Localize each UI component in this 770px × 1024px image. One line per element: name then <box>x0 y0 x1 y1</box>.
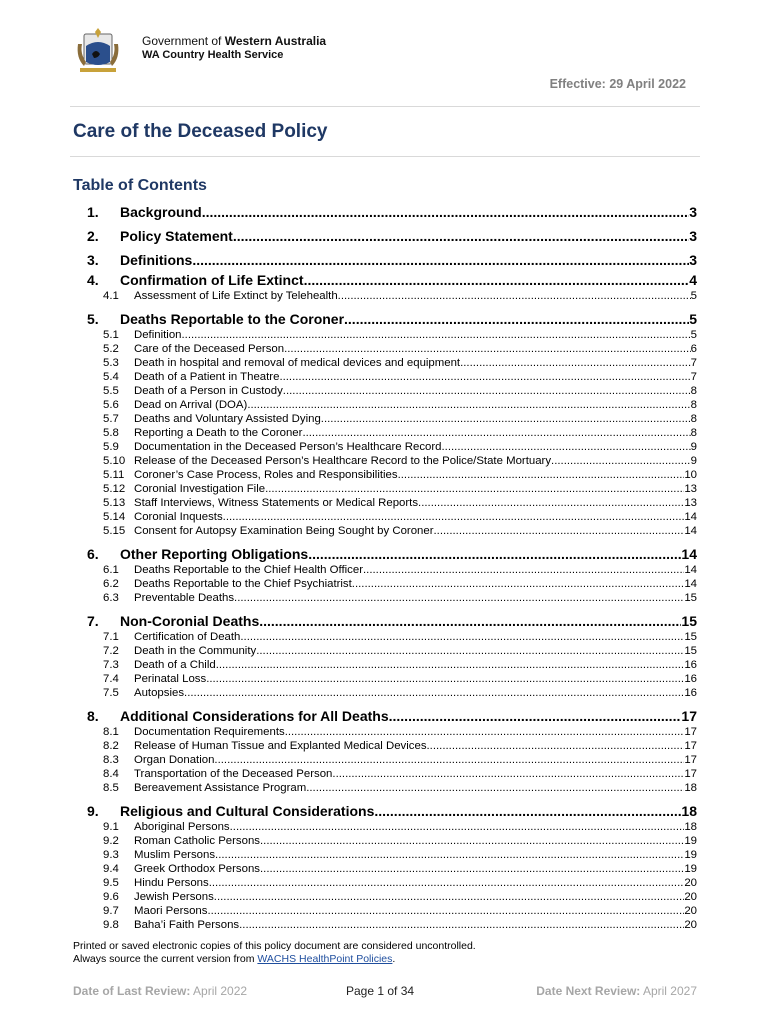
toc-subsection-number: 6.1 <box>103 564 119 576</box>
toc-subsection-number: 5.7 <box>103 413 119 425</box>
toc-leader <box>182 328 691 342</box>
toc-page-number: 18 <box>684 782 697 794</box>
toc-subsection-number: 5.15 <box>103 525 126 537</box>
toc-page-number: 17 <box>684 740 697 752</box>
toc-subsection-entry[interactable] <box>87 384 697 398</box>
toc-subsection-number: 7.5 <box>103 687 119 699</box>
toc-subsection-number: 7.2 <box>103 645 119 657</box>
toc-leader <box>332 767 684 781</box>
toc-page-number: 9 <box>690 455 697 467</box>
toc-subsection-entry[interactable] <box>87 342 697 356</box>
toc-leader <box>223 510 685 524</box>
gov-prefix: Government of <box>142 34 222 48</box>
toc-page-number: 7 <box>690 357 697 369</box>
toc-leader <box>398 468 685 482</box>
toc-section-label: Confirmation of Life Extinct <box>120 272 304 288</box>
toc-subsection-label: Transportation of the Deceased Person <box>134 768 333 780</box>
toc-section-label: Deaths Reportable to the Coroner <box>120 311 345 327</box>
toc-subsection-entry[interactable] <box>87 370 697 384</box>
toc-subsection-entry[interactable] <box>87 672 697 686</box>
toc-subsection-entry[interactable] <box>87 468 697 482</box>
toc-subsection-number: 9.5 <box>103 877 119 889</box>
toc-subsection-number: 9.8 <box>103 919 119 931</box>
toc-subsection-number: 9.6 <box>103 891 119 903</box>
effective-date: Effective: 29 April 2022 <box>549 77 686 91</box>
wa-coat-of-arms-icon <box>74 24 122 74</box>
toc-subsection-label: Documentation in the Deceased Person’s Healthcare Record <box>134 441 442 453</box>
toc-page-number: 16 <box>684 687 697 699</box>
toc-leader <box>363 563 684 577</box>
last-review-value: April 2022 <box>193 984 248 998</box>
toc-subsection-label: Autopsies <box>134 687 185 699</box>
toc-subsection-label: Coronial Inquests <box>134 511 223 523</box>
toc-subsection-entry[interactable] <box>87 848 697 862</box>
note-line-2: Always source the current version from <box>73 953 255 965</box>
toc-subsection-number: 5.2 <box>103 343 119 355</box>
toc-leader <box>233 224 689 248</box>
toc-subsection-entry[interactable] <box>87 454 697 468</box>
toc-page-number: 14 <box>684 525 697 537</box>
toc-page-number: 17 <box>684 754 697 766</box>
toc-page-number: 14 <box>681 546 697 562</box>
toc-leader <box>260 862 684 876</box>
toc-section-label: Non-Coronial Deaths <box>120 613 260 629</box>
toc-leader <box>184 686 684 700</box>
toc-subsection-number: 5.8 <box>103 427 119 439</box>
toc-subsection-number: 6.3 <box>103 592 119 604</box>
toc-subsection-number: 5.12 <box>103 483 126 495</box>
toc-leader <box>209 876 685 890</box>
toc-subsection-label: Greek Orthodox Persons <box>134 863 260 875</box>
toc-subsection-entry[interactable] <box>87 289 697 303</box>
toc-subsection-label: Deaths Reportable to the Chief Health Officer <box>134 564 363 576</box>
toc-subsection-entry[interactable] <box>87 767 697 781</box>
toc-section-entry[interactable] <box>87 272 697 289</box>
toc-subsection-label: Death of a Child <box>134 659 216 671</box>
toc-subsection-number: 8.2 <box>103 740 119 752</box>
toc-subsection-entry[interactable] <box>87 904 697 918</box>
toc-subsection-label: Coroner’s Case Process, Roles and Responsibilities <box>134 469 398 481</box>
toc-subsection-entry[interactable] <box>87 876 697 890</box>
toc-page-number: 17 <box>684 726 697 738</box>
last-review <box>73 984 247 998</box>
toc-subsection-number: 5.4 <box>103 371 119 383</box>
next-review <box>536 984 697 998</box>
toc-section-entry[interactable] <box>87 200 697 224</box>
toc-leader <box>460 356 691 370</box>
toc-subsection-number: 5.10 <box>103 455 126 467</box>
toc-leader <box>240 630 684 644</box>
toc-section-number: 3. <box>87 252 99 268</box>
toc-subsection-entry[interactable] <box>87 739 697 753</box>
toc-page-number: 20 <box>684 919 697 931</box>
toc-subsection-number: 5.6 <box>103 399 119 411</box>
toc-section-number: 1. <box>87 204 99 220</box>
toc-leader <box>265 482 684 496</box>
toc-subsection-number: 8.5 <box>103 782 119 794</box>
gov-state: Western Australia <box>224 34 327 48</box>
toc-leader <box>260 834 684 848</box>
toc-leader <box>259 613 681 630</box>
toc-section-entry[interactable] <box>87 613 697 630</box>
toc-subsection-entry[interactable] <box>87 834 697 848</box>
toc-page-number: 8 <box>690 413 697 425</box>
toc-section-number: 4. <box>87 272 99 288</box>
toc-subsection-label: Hindu Persons <box>134 877 209 889</box>
toc-subsection-entry[interactable] <box>87 328 697 342</box>
toc-page-number: 13 <box>684 483 697 495</box>
toc-page-number: 14 <box>684 564 697 576</box>
toc-heading: Table of Contents <box>73 177 207 194</box>
toc-subsection-entry[interactable] <box>87 440 697 454</box>
toc-page-number: 5 <box>689 311 697 327</box>
toc-leader <box>214 890 685 904</box>
toc-leader <box>306 781 684 795</box>
toc-leader <box>338 289 691 303</box>
toc-leader <box>285 725 685 739</box>
toc-page-number: 16 <box>684 673 697 685</box>
toc-page-number: 5 <box>690 329 697 341</box>
toc-subsection-entry[interactable] <box>87 398 697 412</box>
toc-page-number: 4 <box>689 272 697 288</box>
toc-section-entry[interactable] <box>87 224 697 248</box>
note-line-1: Printed or saved electronic copies of this policy document are considered uncontrolled. <box>73 940 476 952</box>
toc-subsection-label: Maori Persons <box>134 905 208 917</box>
toc-page-number: 18 <box>681 803 697 819</box>
toc-page-number: 3 <box>689 204 697 220</box>
toc-subsection-number: 8.3 <box>103 754 119 766</box>
toc-subsection-label: Baha’i Faith Persons <box>134 919 240 931</box>
toc-page-number: 17 <box>681 708 697 724</box>
last-review-label: Date of Last Review: <box>73 984 191 998</box>
toc-subsection-label: Roman Catholic Persons <box>134 835 260 847</box>
toc-leader <box>192 248 689 272</box>
toc-section-number: 2. <box>87 228 99 244</box>
toc-page-number: 15 <box>684 631 697 643</box>
toc-leader <box>442 440 691 454</box>
toc-subsection-number: 9.1 <box>103 821 119 833</box>
toc-subsection-number: 5.3 <box>103 357 119 369</box>
toc-page-number: 10 <box>684 469 697 481</box>
page-number: Page 1 of 34 <box>346 984 415 998</box>
toc-page-number: 13 <box>684 497 697 509</box>
toc-subsection-label: Deaths Reportable to the Chief Psychiatrist <box>134 578 352 590</box>
toc-subsection-label: Documentation Requirements <box>134 726 285 738</box>
toc-subsection-entry[interactable] <box>87 510 697 524</box>
toc-subsection-number: 7.3 <box>103 659 119 671</box>
toc-subsection-entry[interactable] <box>87 862 697 876</box>
toc-section-label: Background <box>120 204 202 220</box>
toc-subsection-label: Consent for Autopsy Examination Being Sought by Coroner <box>134 525 434 537</box>
toc-section-entry[interactable] <box>87 248 697 272</box>
next-review-label: Date Next Review: <box>536 984 641 998</box>
toc-page-number: 7 <box>690 371 697 383</box>
toc-subsection-number: 4.1 <box>103 290 119 302</box>
toc-page-number: 8 <box>690 399 697 411</box>
toc-leader <box>427 739 685 753</box>
toc-section-number: 6. <box>87 546 99 562</box>
toc-subsection-label: Death of a Person in Custody <box>134 385 283 397</box>
toc-subsection-number: 9.7 <box>103 905 119 917</box>
toc-subsection-entry[interactable] <box>87 644 697 658</box>
toc-subsection-label: Perinatal Loss <box>134 673 207 685</box>
toc-subsection-entry[interactable] <box>87 820 697 834</box>
toc-subsection-entry[interactable] <box>87 725 697 739</box>
toc-subsection-entry[interactable] <box>87 412 697 426</box>
toc-section-label: Definitions <box>120 252 193 268</box>
toc-section-number: 7. <box>87 613 99 629</box>
toc-leader <box>321 412 691 426</box>
toc-leader <box>374 803 681 820</box>
toc-section-label: Additional Considerations for All Deaths <box>120 708 389 724</box>
toc-section-number: 5. <box>87 311 99 327</box>
toc-leader <box>551 454 691 468</box>
divider <box>70 156 700 157</box>
toc-subsection-label: Preventable Deaths <box>134 592 235 604</box>
toc-leader <box>230 820 685 834</box>
toc-subsection-number: 5.1 <box>103 329 119 341</box>
toc-page-number: 15 <box>684 592 697 604</box>
toc-subsection-entry[interactable] <box>87 426 697 440</box>
service-name: WA Country Health Service <box>142 49 284 61</box>
toc-leader <box>207 904 684 918</box>
toc-page-number: 15 <box>681 613 697 629</box>
toc-section-entry[interactable] <box>87 311 697 328</box>
toc-page-number: 17 <box>684 768 697 780</box>
toc-subsection-entry[interactable] <box>87 658 697 672</box>
toc-subsection-number: 9.4 <box>103 863 119 875</box>
toc-subsection-entry[interactable] <box>87 890 697 904</box>
toc-subsection-number: 7.4 <box>103 673 119 685</box>
toc-subsection-number: 9.2 <box>103 835 119 847</box>
toc-leader <box>434 524 685 538</box>
toc-leader <box>279 370 690 384</box>
toc-subsection-number: 5.5 <box>103 385 119 397</box>
healthpoint-policies-link[interactable]: WACHS HealthPoint Policies <box>257 953 393 965</box>
toc-leader <box>234 591 684 605</box>
toc-leader <box>418 496 684 510</box>
toc-leader <box>308 546 681 563</box>
table-of-contents <box>87 200 697 932</box>
toc-section-label: Religious and Cultural Considerations <box>120 803 375 819</box>
toc-subsection-label: Organ Donation <box>134 754 215 766</box>
toc-subsection-label: Care of the Deceased Person <box>134 343 285 355</box>
toc-subsection-label: Assessment of Life Extinct by Telehealth <box>134 290 338 302</box>
toc-subsection-number: 8.4 <box>103 768 119 780</box>
toc-subsection-entry[interactable] <box>87 686 697 700</box>
toc-section-number: 8. <box>87 708 99 724</box>
toc-page-number: 3 <box>689 228 697 244</box>
toc-subsection-number: 6.2 <box>103 578 119 590</box>
toc-subsection-number: 5.9 <box>103 441 119 453</box>
toc-page-number: 20 <box>684 877 697 889</box>
organisation-name <box>142 34 326 62</box>
toc-subsection-number: 7.1 <box>103 631 119 643</box>
toc-page-number: 19 <box>684 835 697 847</box>
toc-leader <box>216 658 685 672</box>
toc-page-number: 19 <box>684 863 697 875</box>
toc-leader <box>206 672 684 686</box>
toc-page-number: 15 <box>684 645 697 657</box>
toc-leader <box>344 311 689 328</box>
toc-subsection-label: Definition <box>134 329 182 341</box>
toc-page-number: 8 <box>690 427 697 439</box>
toc-subsection-entry[interactable] <box>87 918 697 932</box>
toc-leader <box>239 918 684 932</box>
toc-section-entry[interactable] <box>87 546 697 563</box>
toc-section-number: 9. <box>87 803 99 819</box>
toc-subsection-entry[interactable] <box>87 781 697 795</box>
toc-section-label: Other Reporting Obligations <box>120 546 309 562</box>
toc-subsection-number: 5.14 <box>103 511 126 523</box>
toc-subsection-number: 5.11 <box>103 469 125 481</box>
toc-subsection-label: Dead on Arrival (DOA) <box>134 399 248 411</box>
page-title: Care of the Deceased Policy <box>73 121 328 142</box>
toc-subsection-label: Muslim Persons <box>134 849 216 861</box>
toc-subsection-entry[interactable] <box>87 630 697 644</box>
toc-subsection-label: Death in hospital and removal of medical devices and equipment <box>134 357 461 369</box>
divider <box>70 106 700 107</box>
toc-subsection-entry[interactable] <box>87 563 697 577</box>
toc-subsection-label: Deaths and Voluntary Assisted Dying <box>134 413 321 425</box>
toc-page-number: 5 <box>690 290 697 302</box>
toc-section-label: Policy Statement <box>120 228 233 244</box>
toc-leader <box>284 342 691 356</box>
uncontrolled-copy-note <box>73 940 476 966</box>
toc-leader <box>304 272 690 289</box>
toc-section-entry[interactable] <box>87 803 697 820</box>
toc-page-number: 18 <box>684 821 697 833</box>
toc-leader <box>389 708 682 725</box>
toc-subsection-number: 9.3 <box>103 849 119 861</box>
toc-leader <box>214 753 684 767</box>
toc-leader <box>352 577 685 591</box>
toc-page-number: 6 <box>690 343 697 355</box>
toc-leader <box>283 384 691 398</box>
toc-page-number: 14 <box>684 511 697 523</box>
toc-subsection-label: Aboriginal Persons <box>134 821 230 833</box>
toc-subsection-entry[interactable] <box>87 482 697 496</box>
toc-subsection-label: Release of Human Tissue and Explanted Medical Devices <box>134 740 427 752</box>
toc-leader <box>202 200 690 224</box>
toc-subsection-entry[interactable] <box>87 577 697 591</box>
toc-subsection-entry[interactable] <box>87 496 697 510</box>
toc-page-number: 19 <box>684 849 697 861</box>
toc-subsection-entry[interactable] <box>87 524 697 538</box>
toc-subsection-label: Bereavement Assistance Program <box>134 782 307 794</box>
toc-page-number: 14 <box>684 578 697 590</box>
toc-subsection-entry[interactable] <box>87 591 697 605</box>
toc-subsection-label: Reporting a Death to the Coroner <box>134 427 303 439</box>
toc-page-number: 8 <box>690 385 697 397</box>
toc-subsection-label: Death in the Community <box>134 645 257 657</box>
toc-subsection-label: Certification of Death <box>134 631 241 643</box>
toc-leader <box>302 426 690 440</box>
next-review-value: April 2027 <box>642 984 697 998</box>
toc-leader <box>256 644 684 658</box>
toc-section-entry[interactable] <box>87 708 697 725</box>
toc-page-number: 3 <box>689 252 697 268</box>
toc-leader <box>247 398 690 412</box>
toc-subsection-entry[interactable] <box>87 753 697 767</box>
toc-page-number: 9 <box>690 441 697 453</box>
toc-page-number: 20 <box>684 905 697 917</box>
toc-subsection-entry[interactable] <box>87 356 697 370</box>
toc-subsection-label: Release of the Deceased Person’s Healthcare Record to the Police/State Mortuary <box>134 455 552 467</box>
toc-page-number: 20 <box>684 891 697 903</box>
toc-leader <box>215 848 684 862</box>
toc-subsection-label: Coronial Investigation File <box>134 483 266 495</box>
toc-subsection-number: 5.13 <box>103 497 126 509</box>
toc-subsection-label: Jewish Persons <box>134 891 214 903</box>
toc-subsection-number: 8.1 <box>103 726 119 738</box>
toc-page-number: 16 <box>684 659 697 671</box>
note-suffix: . <box>392 953 396 965</box>
toc-subsection-label: Death of a Patient in Theatre <box>134 371 280 383</box>
toc-subsection-label: Staff Interviews, Witness Statements or Medical Reports <box>134 497 419 509</box>
